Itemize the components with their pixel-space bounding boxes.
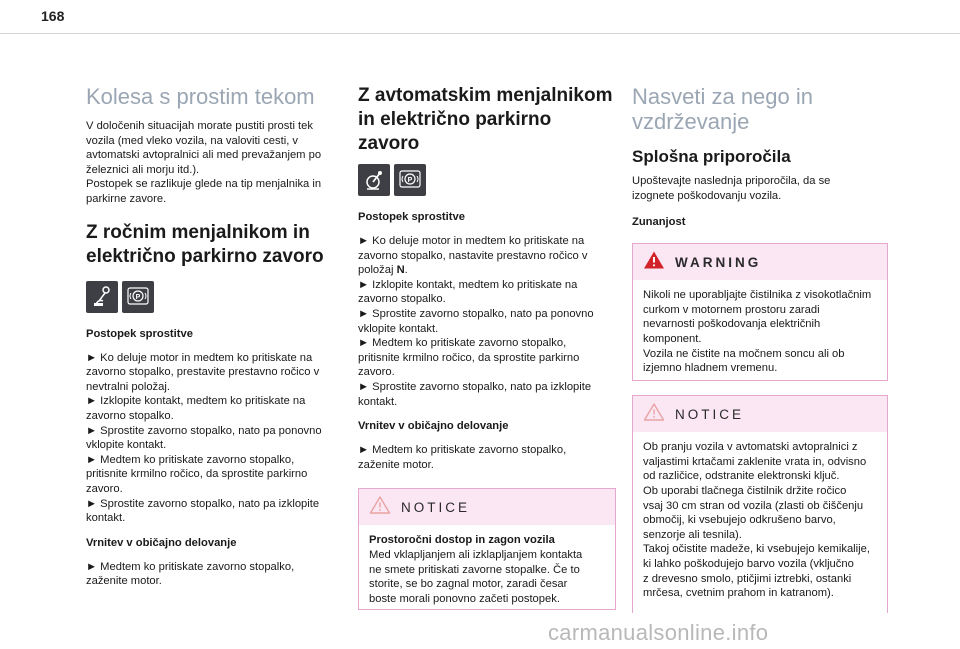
notice-triangle-icon — [369, 495, 391, 520]
notice-box — [632, 395, 888, 613]
warning-box — [632, 243, 888, 381]
warning-text: Nikoli ne uporabljajte čistilnika z visokotlačnim curkom v motornem prostoru zaradi nevarnosti poškodovanja električnih komponent. Vozila ne čistite na močnem soncu ali ob izjemno hladnem vremenu. — [643, 289, 872, 375]
page-number: 168 — [41, 8, 65, 24]
warning-content — [633, 280, 887, 384]
manual-gearshift-icon — [86, 281, 118, 313]
notice-title: NOTICE — [401, 499, 471, 515]
icon-row — [86, 281, 341, 313]
normal-operation-label: Vrnitev v običajno delovanje — [86, 536, 237, 549]
column-automatic — [358, 84, 616, 610]
normal-operation-steps: ► Medtem ko pritiskate zavorno stopalko, zaženite motor. — [358, 444, 567, 471]
subsection-title-general: Splošna priporočila — [632, 147, 791, 166]
warning-triangle-icon — [643, 250, 665, 275]
automatic-gearbox-icon — [358, 164, 390, 196]
procedure-steps: ► Ko deluje motor in medtem ko pritiskate na zavorno stopalko, prestavite prestavno ročico v nevtralni položaj. ► Izklopite kontakt, medtem ko pritiskate na zavorno stopalko. ► Sprostite zavorno stopalko, nato pa ponovno vklopite kontakt. ► Medtem ko pritiskate zavorno stopalko, pritisnite krmilno ročico, da sprostite parkirno zavoro. ► Sprostite zavorno stopalko, nato pa izklopite kontakt. — [86, 351, 322, 525]
section-title-free-wheeling: Kolesa s prostim tekom — [86, 84, 315, 109]
parking-brake-icon — [122, 281, 154, 313]
icon-row — [358, 164, 616, 196]
subsection-title-manual: Z ročnim menjalnikom in električno parkirno zavoro — [86, 221, 324, 267]
header-divider — [0, 33, 960, 34]
svg-text:P: P — [135, 293, 141, 301]
procedure-label: Postopek sprostitve — [358, 211, 465, 223]
notice-text: Med vklapljanjem ali izklapljanjem kontakta ne smete pritiskati zavorne stopalke. Če to storite, se bo zagnal motor, zaradi česar boste morali ponovno začeti postopek. — [369, 548, 583, 605]
procedure-steps-part: ► Ko deluje motor in medtem ko pritiskate na zavorno stopalko, nastavite prestavno ročico v položaj — [358, 235, 588, 277]
column-care — [632, 84, 888, 613]
procedure-label: Postopek sprostitve — [86, 327, 193, 340]
warning-title: WARNING — [675, 254, 762, 270]
section-title-care: Nasveti za nego in vzdrževanje — [632, 84, 813, 134]
intro-paragraph: V določenih situacijah morate pustiti prosti tek vozila (med vleko vozila, na valoviti cesti, v avtomatski avtopralnici ali med prevažanjem po železnici ali morju itd.). Postopek se razlikuje glede na tip menjalnika in parkirne zavore. — [86, 120, 322, 205]
procedure-steps — [358, 234, 616, 409]
notice-header — [359, 489, 615, 525]
notice-header — [633, 396, 887, 432]
procedure-steps-part: . ► Izklopite kontakt, medtem ko pritiskate na zavorno stopalko. ► Sprostite zavorno stopalko, nato pa ponovno vklopite kontakt. ► Medtem ko pritiskate zavorno stopalko, pritisnite krmilno ročico, da sprostite parkirno zavoro. ► Sprostite zavorno stopalko, nato pa izklopite kontakt. — [358, 264, 594, 408]
notice-content — [359, 525, 615, 614]
section-title-automatic: Z avtomatskim menjalnikom in električno parkirno zavoro — [358, 85, 613, 154]
notice-content — [633, 432, 887, 609]
watermark-text: carmanualsonline.info — [548, 620, 769, 645]
notice-text: Ob pranju vozila v avtomatski avtopralnici z valjastimi krtačami zaklenite vrata in, odvisno od različice, odstranite elektronski ključ. Ob uporabi tlačnega čistilnik držite ročico vsaj 30 cm stran od vozila (zlasti ob čiščenju območij, ki vsebujejo odkrušeno barvo, senzorje ali tesnila). Takoj očistite madeže, ki vsebujejo kemikalije, ki lahko poškodujejo barvo vozila (vključno z drevesno smolo, ptičjimi iztrebki, ostanki mrčesa, cvetnim prahom in katranom). — [643, 441, 870, 600]
exterior-label: Zunanjost — [632, 216, 686, 229]
notice-box — [358, 488, 616, 610]
neutral-position-letter: N — [396, 264, 405, 277]
normal-operation-steps: ► Medtem ko pritiskate zavorno stopalko, zaženite motor. — [86, 560, 295, 588]
notice-triangle-icon — [643, 402, 665, 427]
svg-text:P: P — [407, 177, 413, 184]
warning-header — [633, 244, 887, 280]
column-free-wheeling — [86, 84, 341, 589]
notice-bold-line: Prostoročni dostop in zagon vozila — [369, 534, 555, 547]
normal-operation-label: Vrnitev v običajno delovanje — [358, 420, 509, 433]
notice-title: NOTICE — [675, 406, 745, 422]
parking-brake-icon — [394, 164, 426, 196]
intro-paragraph: Upoštevajte naslednja priporočila, da se izognete poškodovanju vozila. — [632, 175, 831, 202]
